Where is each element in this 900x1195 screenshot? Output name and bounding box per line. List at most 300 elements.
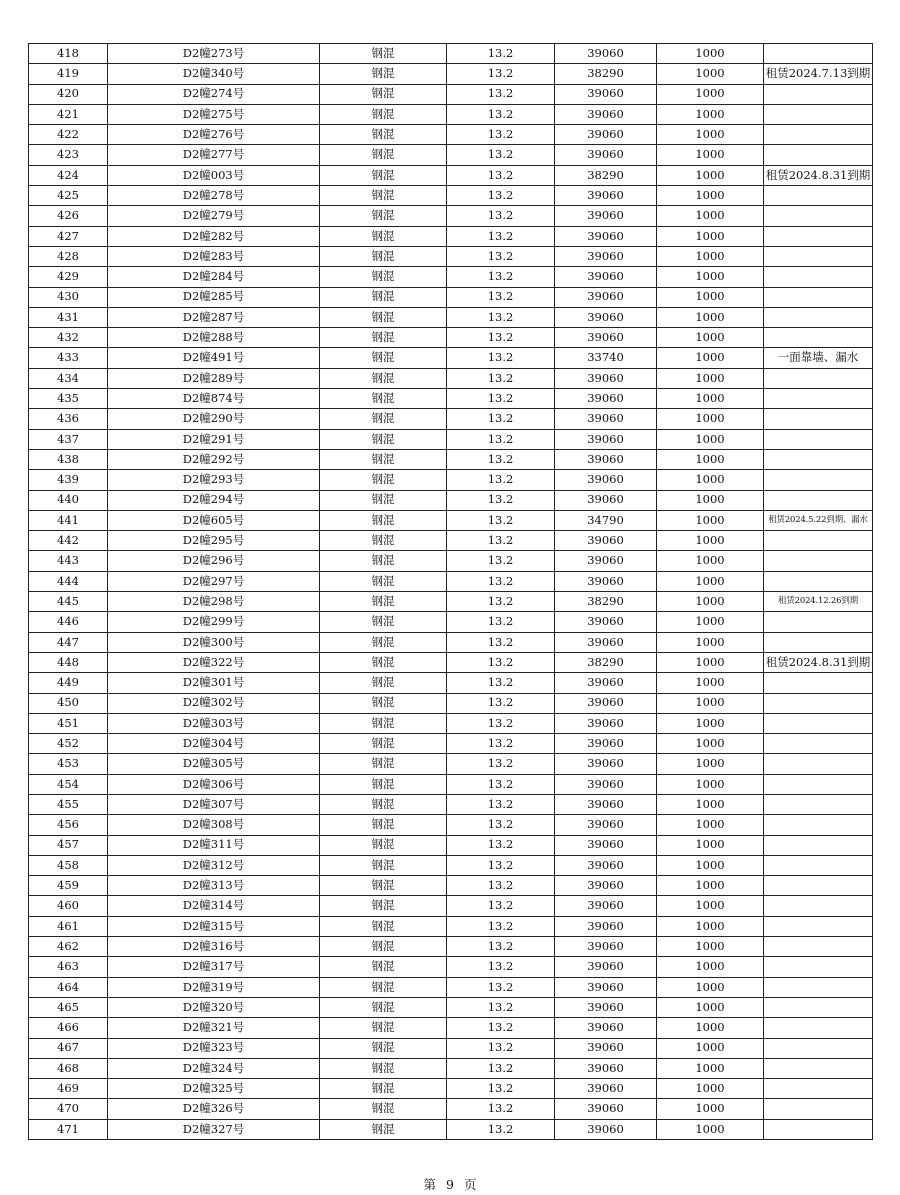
cell-area: 13.2 [447,429,555,449]
table-row [29,470,873,490]
cell-area: 13.2 [447,125,555,145]
cell-index: 469 [29,1079,108,1099]
cell-price: 39060 [555,1038,657,1058]
cell-index: 420 [29,84,108,104]
cell-unit: D2幢278号 [108,186,320,206]
cell-unit: D2幢284号 [108,267,320,287]
cell-area: 13.2 [447,44,555,64]
cell-deposit: 1000 [657,977,764,997]
cell-area: 13.2 [447,876,555,896]
table-row [29,997,873,1017]
cell-note [764,896,873,916]
cell-price: 39060 [555,490,657,510]
cell-index: 432 [29,328,108,348]
cell-deposit: 1000 [657,470,764,490]
cell-structure: 钢混 [320,64,447,84]
table-row [29,937,873,957]
cell-structure: 钢混 [320,104,447,124]
cell-structure: 钢混 [320,449,447,469]
cell-deposit: 1000 [657,693,764,713]
cell-index: 421 [29,104,108,124]
cell-unit: D2幢317号 [108,957,320,977]
cell-price: 39060 [555,734,657,754]
page-footer [0,1175,900,1193]
cell-deposit: 1000 [657,490,764,510]
cell-price: 39060 [555,449,657,469]
cell-index: 467 [29,1038,108,1058]
cell-price: 39060 [555,835,657,855]
cell-deposit: 1000 [657,794,764,814]
cell-structure: 钢混 [320,774,447,794]
cell-area: 13.2 [447,673,555,693]
cell-structure: 钢混 [320,429,447,449]
cell-price: 38290 [555,652,657,672]
cell-area: 13.2 [447,1099,555,1119]
cell-area: 13.2 [447,287,555,307]
cell-unit: D2幢311号 [108,835,320,855]
cell-area: 13.2 [447,977,555,997]
cell-area: 13.2 [447,774,555,794]
cell-price: 39060 [555,754,657,774]
cell-area: 13.2 [447,490,555,510]
cell-price: 33740 [555,348,657,368]
cell-price: 39060 [555,632,657,652]
cell-area: 13.2 [447,246,555,266]
cell-unit: D2幢305号 [108,754,320,774]
cell-deposit: 1000 [657,754,764,774]
cell-area: 13.2 [447,409,555,429]
cell-price: 39060 [555,997,657,1017]
cell-price: 39060 [555,693,657,713]
cell-deposit: 1000 [657,389,764,409]
table-row [29,64,873,84]
cell-area: 13.2 [447,815,555,835]
table-row [29,876,873,896]
cell-deposit: 1000 [657,84,764,104]
cell-price: 39060 [555,409,657,429]
cell-deposit: 1000 [657,287,764,307]
cell-area: 13.2 [447,957,555,977]
cell-index: 449 [29,673,108,693]
table-row [29,571,873,591]
cell-structure: 钢混 [320,470,447,490]
cell-note [764,551,873,571]
cell-structure: 钢混 [320,693,447,713]
cell-index: 470 [29,1099,108,1119]
cell-index: 442 [29,531,108,551]
cell-index: 434 [29,368,108,388]
cell-index: 424 [29,165,108,185]
cell-deposit: 1000 [657,652,764,672]
table-row [29,348,873,368]
cell-deposit: 1000 [657,226,764,246]
cell-structure: 钢混 [320,510,447,530]
cell-structure: 钢混 [320,1038,447,1058]
cell-deposit: 1000 [657,307,764,327]
cell-price: 39060 [555,794,657,814]
cell-price: 39060 [555,713,657,733]
cell-unit: D2幢306号 [108,774,320,794]
cell-price: 39060 [555,571,657,591]
cell-unit: D2幢326号 [108,1099,320,1119]
table-row [29,125,873,145]
cell-price: 39060 [555,125,657,145]
cell-area: 13.2 [447,104,555,124]
cell-index: 461 [29,916,108,936]
cell-price: 39060 [555,855,657,875]
cell-price: 39060 [555,612,657,632]
table-row [29,1018,873,1038]
table-row [29,632,873,652]
cell-structure: 钢混 [320,84,447,104]
cell-index: 451 [29,713,108,733]
cell-unit: D2幢307号 [108,794,320,814]
cell-price: 39060 [555,673,657,693]
cell-deposit: 1000 [657,592,764,612]
cell-structure: 钢混 [320,916,447,936]
cell-area: 13.2 [447,937,555,957]
table-row [29,612,873,632]
cell-unit: D2幢290号 [108,409,320,429]
cell-structure: 钢混 [320,165,447,185]
cell-deposit: 1000 [657,44,764,64]
cell-unit: D2幢322号 [108,652,320,672]
cell-price: 39060 [555,84,657,104]
cell-price: 39060 [555,1099,657,1119]
cell-structure: 钢混 [320,835,447,855]
cell-price: 39060 [555,1018,657,1038]
cell-unit: D2幢296号 [108,551,320,571]
cell-price: 39060 [555,1079,657,1099]
cell-unit: D2幢320号 [108,997,320,1017]
cell-index: 452 [29,734,108,754]
cell-area: 13.2 [447,470,555,490]
table-row [29,794,873,814]
cell-index: 433 [29,348,108,368]
cell-index: 429 [29,267,108,287]
cell-structure: 钢混 [320,531,447,551]
cell-note [764,957,873,977]
cell-deposit: 1000 [657,1038,764,1058]
cell-price: 39060 [555,246,657,266]
cell-note [764,287,873,307]
cell-structure: 钢混 [320,754,447,774]
table-row [29,104,873,124]
cell-unit: D2幢340号 [108,64,320,84]
table-row [29,977,873,997]
cell-note [764,186,873,206]
cell-index: 423 [29,145,108,165]
cell-area: 13.2 [447,734,555,754]
cell-deposit: 1000 [657,1099,764,1119]
cell-area: 13.2 [447,652,555,672]
cell-index: 468 [29,1058,108,1078]
cell-deposit: 1000 [657,937,764,957]
cell-area: 13.2 [447,612,555,632]
table-row [29,652,873,672]
cell-index: 450 [29,693,108,713]
table-row [29,774,873,794]
cell-deposit: 1000 [657,855,764,875]
cell-index: 436 [29,409,108,429]
cell-price: 39060 [555,267,657,287]
cell-deposit: 1000 [657,449,764,469]
cell-deposit: 1000 [657,774,764,794]
cell-unit: D2幢295号 [108,531,320,551]
cell-unit: D2幢325号 [108,1079,320,1099]
cell-unit: D2幢294号 [108,490,320,510]
cell-area: 13.2 [447,449,555,469]
cell-area: 13.2 [447,1038,555,1058]
cell-note [764,937,873,957]
cell-price: 39060 [555,206,657,226]
cell-note [764,246,873,266]
cell-deposit: 1000 [657,632,764,652]
cell-deposit: 1000 [657,551,764,571]
cell-price: 39060 [555,896,657,916]
table-row [29,734,873,754]
cell-deposit: 1000 [657,267,764,287]
cell-index: 466 [29,1018,108,1038]
cell-note [764,612,873,632]
cell-area: 13.2 [447,267,555,287]
cell-note [764,815,873,835]
cell-price: 39060 [555,957,657,977]
table-row [29,510,873,530]
cell-note [764,1058,873,1078]
cell-index: 441 [29,510,108,530]
cell-deposit: 1000 [657,348,764,368]
cell-price: 39060 [555,145,657,165]
cell-note [764,470,873,490]
cell-structure: 钢混 [320,855,447,875]
cell-price: 39060 [555,226,657,246]
cell-note [764,1079,873,1099]
table-row [29,693,873,713]
cell-index: 471 [29,1119,108,1139]
table-row [29,1058,873,1078]
cell-price: 39060 [555,44,657,64]
cell-index: 428 [29,246,108,266]
cell-structure: 钢混 [320,409,447,429]
cell-structure: 钢混 [320,957,447,977]
cell-deposit: 1000 [657,125,764,145]
table-row [29,896,873,916]
cell-unit: D2幢275号 [108,104,320,124]
table-row [29,592,873,612]
cell-structure: 钢混 [320,977,447,997]
cell-area: 13.2 [447,531,555,551]
cell-note [764,449,873,469]
cell-index: 430 [29,287,108,307]
cell-area: 13.2 [447,592,555,612]
cell-unit: D2幢287号 [108,307,320,327]
cell-area: 13.2 [447,855,555,875]
cell-price: 39060 [555,104,657,124]
cell-index: 427 [29,226,108,246]
cell-structure: 钢混 [320,186,447,206]
cell-deposit: 1000 [657,612,764,632]
cell-structure: 钢混 [320,592,447,612]
cell-price: 39060 [555,328,657,348]
cell-price: 38290 [555,165,657,185]
cell-note [764,835,873,855]
cell-unit: D2幢297号 [108,571,320,591]
cell-unit: D2幢289号 [108,368,320,388]
cell-unit: D2幢279号 [108,206,320,226]
cell-structure: 钢混 [320,876,447,896]
cell-area: 13.2 [447,64,555,84]
cell-note: 租赁2024.5.22到期、漏水 [764,510,873,530]
cell-unit: D2幢276号 [108,125,320,145]
cell-price: 39060 [555,368,657,388]
table-row [29,84,873,104]
cell-deposit: 1000 [657,815,764,835]
cell-deposit: 1000 [657,673,764,693]
table-row [29,186,873,206]
cell-unit: D2幢285号 [108,287,320,307]
cell-index: 464 [29,977,108,997]
cell-note [764,794,873,814]
cell-price: 39060 [555,876,657,896]
cell-price: 39060 [555,977,657,997]
cell-structure: 钢混 [320,937,447,957]
cell-deposit: 1000 [657,64,764,84]
cell-index: 418 [29,44,108,64]
cell-unit: D2幢298号 [108,592,320,612]
cell-unit: D2幢303号 [108,713,320,733]
cell-deposit: 1000 [657,328,764,348]
cell-index: 454 [29,774,108,794]
cell-area: 13.2 [447,571,555,591]
cell-unit: D2幢874号 [108,389,320,409]
cell-note [764,226,873,246]
cell-note [764,1038,873,1058]
cell-structure: 钢混 [320,1079,447,1099]
cell-area: 13.2 [447,368,555,388]
cell-area: 13.2 [447,693,555,713]
cell-price: 39060 [555,937,657,957]
cell-structure: 钢混 [320,612,447,632]
cell-deposit: 1000 [657,916,764,936]
cell-price: 39060 [555,389,657,409]
cell-note [764,389,873,409]
cell-note [764,632,873,652]
cell-note: 租赁2024.12.26到期 [764,592,873,612]
cell-structure: 钢混 [320,490,447,510]
cell-price: 39060 [555,815,657,835]
cell-deposit: 1000 [657,429,764,449]
cell-structure: 钢混 [320,44,447,64]
cell-area: 13.2 [447,165,555,185]
cell-area: 13.2 [447,916,555,936]
cell-note [764,531,873,551]
table-row [29,165,873,185]
cell-structure: 钢混 [320,1119,447,1139]
cell-deposit: 1000 [657,246,764,266]
cell-area: 13.2 [447,1058,555,1078]
cell-note [764,693,873,713]
cell-note [764,490,873,510]
cell-area: 13.2 [447,754,555,774]
cell-area: 13.2 [447,84,555,104]
cell-area: 13.2 [447,997,555,1017]
cell-index: 437 [29,429,108,449]
cell-structure: 钢混 [320,896,447,916]
cell-structure: 钢混 [320,713,447,733]
cell-unit: D2幢288号 [108,328,320,348]
cell-deposit: 1000 [657,1058,764,1078]
cell-structure: 钢混 [320,571,447,591]
table-row [29,226,873,246]
cell-unit: D2幢292号 [108,449,320,469]
cell-unit: D2幢308号 [108,815,320,835]
cell-area: 13.2 [447,1119,555,1139]
cell-price: 39060 [555,307,657,327]
table-row [29,713,873,733]
cell-unit: D2幢277号 [108,145,320,165]
cell-note [764,307,873,327]
cell-deposit: 1000 [657,734,764,754]
cell-area: 13.2 [447,186,555,206]
cell-structure: 钢混 [320,125,447,145]
table-row [29,267,873,287]
cell-deposit: 1000 [657,186,764,206]
cell-index: 425 [29,186,108,206]
table-row [29,409,873,429]
table-row [29,531,873,551]
cell-price: 39060 [555,470,657,490]
cell-unit: D2幢327号 [108,1119,320,1139]
cell-index: 445 [29,592,108,612]
cell-structure: 钢混 [320,1058,447,1078]
cell-area: 13.2 [447,1018,555,1038]
cell-deposit: 1000 [657,206,764,226]
cell-note [764,328,873,348]
cell-deposit: 1000 [657,1018,764,1038]
cell-price: 38290 [555,592,657,612]
table-row [29,145,873,165]
cell-index: 459 [29,876,108,896]
table-row [29,1099,873,1119]
cell-deposit: 1000 [657,104,764,124]
cell-note: 租赁2024.7.13到期 [764,64,873,84]
table-row [29,835,873,855]
cell-area: 13.2 [447,896,555,916]
cell-index: 435 [29,389,108,409]
cell-note: 一面靠墙、漏水 [764,348,873,368]
cell-area: 13.2 [447,226,555,246]
table-row [29,1038,873,1058]
cell-note [764,774,873,794]
cell-deposit: 1000 [657,368,764,388]
cell-area: 13.2 [447,510,555,530]
cell-note [764,1018,873,1038]
cell-index: 448 [29,652,108,672]
cell-structure: 钢混 [320,389,447,409]
cell-index: 426 [29,206,108,226]
cell-unit: D2幢302号 [108,693,320,713]
cell-deposit: 1000 [657,531,764,551]
cell-price: 34790 [555,510,657,530]
cell-unit: D2幢316号 [108,937,320,957]
cell-unit: D2幢323号 [108,1038,320,1058]
table-row [29,206,873,226]
cell-unit: D2幢300号 [108,632,320,652]
cell-note [764,713,873,733]
cell-index: 446 [29,612,108,632]
cell-unit: D2幢315号 [108,916,320,936]
